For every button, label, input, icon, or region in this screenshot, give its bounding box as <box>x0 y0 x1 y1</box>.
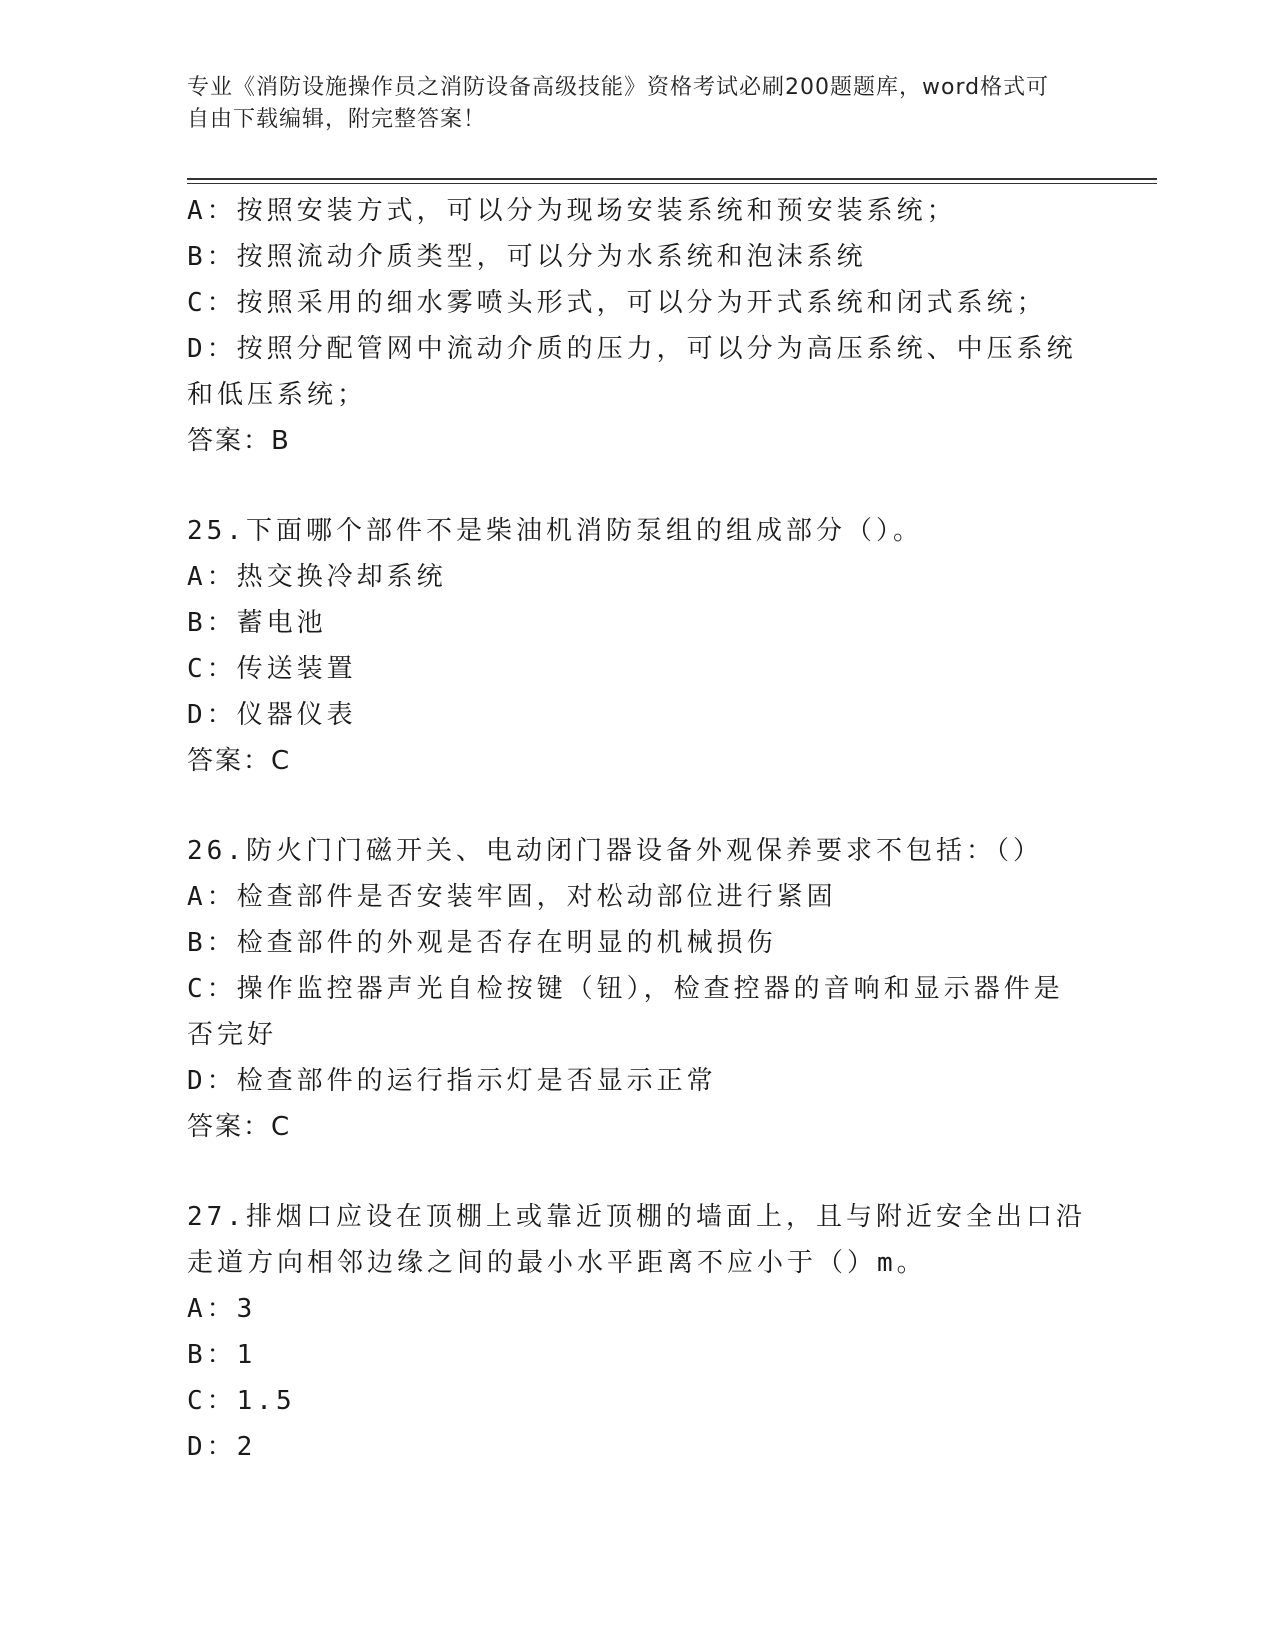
option-c: C：传送装置 <box>187 654 357 684</box>
question-27 <box>187 1194 1087 1470</box>
question-26 <box>187 828 1087 1150</box>
answer-line: 答案：C <box>187 1112 292 1142</box>
question-stem: 27.排烟口应设在顶棚上或靠近顶棚的墙面上，且与附近安全出口沿走道方向相邻边缘之间的最小水平距离不应小于（）m。 <box>187 1202 1086 1278</box>
header-rule-thin <box>187 183 1157 184</box>
option-c: C：操作监控器声光自检按键（钮），检查控器的音响和显示器件是否完好 <box>187 974 1064 1050</box>
question-25 <box>187 508 1087 784</box>
question-stem: 25.下面哪个部件不是柴油机消防泵组的组成部分（）。 <box>187 516 923 546</box>
spacer <box>187 1150 1087 1194</box>
question-list <box>187 188 1087 1470</box>
question-stem: 26.防火门门磁开关、电动闭门器设备外观保养要求不包括：（） <box>187 836 1043 866</box>
spacer <box>187 784 1087 828</box>
option-a: A：热交换冷却系统 <box>187 562 447 592</box>
option-a: A：检查部件是否安装牢固，对松动部位进行紧固 <box>187 882 837 912</box>
option-b: B：检查部件的外观是否存在明显的机械损伤 <box>187 928 777 958</box>
header-rule-thick <box>187 178 1157 180</box>
option-a: A：按照安装方式，可以分为现场安装系统和预安装系统； <box>187 196 957 226</box>
document-header: 专业《消防设施操作员之消防设备高级技能》资格考试必刷200题题库，word格式可自由下载编辑，附完整答案！ <box>187 75 1050 132</box>
option-c: C：按照采用的细水雾喷头形式，可以分为开式系统和闭式系统； <box>187 288 1047 318</box>
option-c: C：1.5 <box>187 1386 296 1416</box>
option-d: D：按照分配管网中流动介质的压力，可以分为高压系统、中压系统和低压系统； <box>187 334 1077 410</box>
option-d: D：仪器仪表 <box>187 700 357 730</box>
option-d: D：检查部件的运行指示灯是否显示正常 <box>187 1066 717 1096</box>
option-b: B：1 <box>187 1340 257 1370</box>
answer-line: 答案：C <box>187 746 292 776</box>
spacer <box>187 464 1087 508</box>
answer-line: 答案：B <box>187 426 291 456</box>
option-b: B：按照流动介质类型，可以分为水系统和泡沫系统 <box>187 242 867 272</box>
question-24-remainder <box>187 188 1087 464</box>
option-a: A：3 <box>187 1294 257 1324</box>
option-b: B：蓄电池 <box>187 608 327 638</box>
option-d: D：2 <box>187 1432 257 1462</box>
